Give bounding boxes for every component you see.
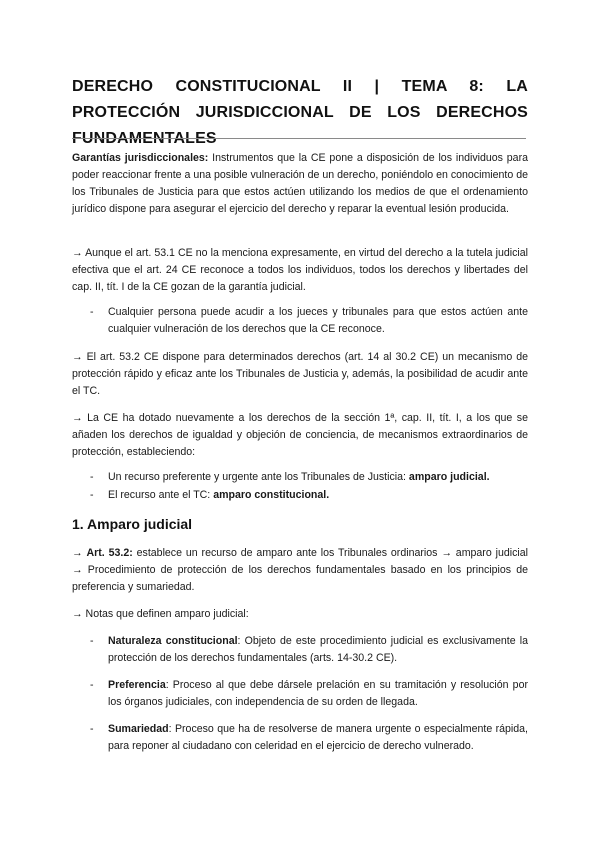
bullet-dash: - [90,635,94,647]
art-arrow: → [72,547,87,559]
bullet-dash: - [90,723,94,735]
garantias-text: Instrumentos que la CE pone a disposición de los individuos para poder reaccionar frente a una posible vulneración de un derecho, poniéndolo en conocimiento de los Tribunales de Justicia para que estos actúen utilizando los medios de que el ordenamiento jurídico dispone para asegurar el ejercicio del derecho y reparar la eventual lesión producida. [72,152,528,215]
paragraph-art-53-2: → El art. 53.2 CE dispone para determinados derechos (art. 14 al 30.2 CE) un mecanismo de protección rápido y eficaz ante los Tribunales de Justicia y, además, la posibilidad de acudir ante el TC. [72,351,528,397]
bullet-amparo-judicial [108,469,528,486]
paragraph-notas: → Notas que definen amparo judicial: [72,608,249,620]
note-sumariedad-label: Sumariedad [108,723,169,735]
bullet-amparo-judicial-bold: amparo judicial. [408,471,490,483]
bullet-cualquier-persona: Cualquier persona puede acudir a los jueces y tribunales para que estos actúen ante cualquier vulneración de los derechos que la CE reconoce. [108,306,528,335]
paragraph-art-53-2-amparo [72,545,528,596]
paragraph-seccion-1: → La CE ha dotado nuevamente a los derechos de la sección 1ª, cap. II, tít. I, a los que se añaden los derechos de igualdad y objeción de conciencia, de mecanismos extraordinarios de protección, estableciendo: [72,412,528,458]
note-naturaleza-label: Naturaleza constitucional [108,635,238,647]
title-divider [72,138,526,139]
bullet-amparo-judicial-text: Un recurso preferente y urgente ante los Tribunales de Justicia: [108,471,409,483]
bullet-dash: - [90,679,94,691]
bullet-amparo-constitucional [108,487,528,504]
note-sumariedad-text: : Proceso que ha de resolverse de manera urgente o especialmente rápida, para reponer al ciudadano con celeridad en el ejercicio de derecho vulnerado. [108,723,528,752]
bullet-dash: - [90,471,94,483]
bullet-amparo-constitucional-text: El recurso ante el TC: [108,489,214,501]
art-53-2-text: establece un recurso de amparo ante los Tribunales ordinarios → amparo judicial → Procedimiento de protección de los derechos fundamentales basado en los principios de preferencia y sumariedad. [72,547,528,593]
note-preferencia-text: : Proceso al que debe dársele prelación en su tramitación y resolución por los órganos judiciales, con independencia de su orden de llegada. [108,679,528,708]
bullet-dash: - [90,489,94,501]
garantias-label: Garantías jurisdiccionales: [72,152,209,164]
page-title: DERECHO CONSTITUCIONAL II | TEMA 8: LA PROTECCIÓN JURISDICCIONAL DE LOS DERECHOS FUNDAMENTALES [72,78,528,147]
paragraph-art-53-1: → Aunque el art. 53.1 CE no la menciona expresamente, en virtud del derecho a la tutela judicial efectiva que el art. 24 CE reconoce a todos los individuos, todos los derechos y libertades del cap. II, tít. I de la CE gozan de la garantía judicial. [72,247,528,293]
section-heading-amparo-judicial: 1. Amparo judicial [72,516,193,532]
bullet-dash: - [90,306,94,318]
note-preferencia-label: Preferencia [108,679,166,691]
bullet-amparo-constitucional-bold: amparo constitucional. [213,489,330,501]
paragraph-garantias [72,150,528,218]
note-preferencia [108,677,528,711]
note-naturaleza [108,633,528,667]
note-naturaleza-text: : Objeto de este procedimiento judicial es exclusivamente la protección de los derechos fundamentales (arts. 14-30.2 CE). [108,635,528,664]
art-53-2-label: Art. 53.2: [86,547,133,559]
note-sumariedad [108,721,528,755]
